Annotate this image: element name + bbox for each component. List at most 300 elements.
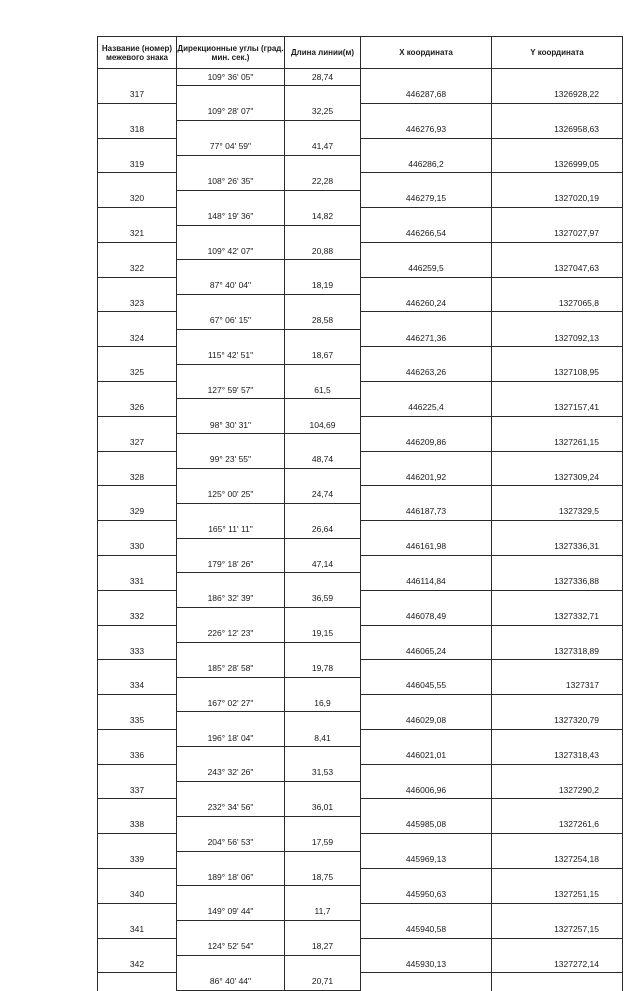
direction-angle-cell (177, 208, 285, 225)
line-length: 24,74 (311, 489, 334, 500)
direction-angle-cell (177, 121, 285, 138)
direction-angle-cell (177, 747, 285, 764)
x-coordinate-cell (361, 295, 492, 312)
line-length: 19,78 (311, 662, 334, 673)
x-coordinate-cell (361, 625, 492, 642)
boundary-mark-name: 338 (129, 819, 145, 830)
direction-angle-cell (177, 868, 285, 885)
line-length: 31,53 (311, 767, 334, 778)
y-coordinate-cell (492, 642, 623, 659)
line-length: 18,19 (311, 280, 334, 291)
direction-angle: 109° 28' 07" (207, 106, 254, 117)
direction-angle-cell (177, 921, 285, 938)
y-coordinate-cell (492, 695, 623, 712)
boundary-mark-name: 331 (129, 576, 145, 587)
x-coordinate: 445940,58 (405, 923, 447, 934)
line-length-cell (285, 451, 361, 468)
boundary-mark-name-cell (98, 208, 177, 225)
x-coordinate-cell (361, 590, 492, 607)
x-coordinate-cell (361, 973, 492, 990)
boundary-mark-name-cell (98, 538, 177, 555)
direction-angle-cell (177, 173, 285, 190)
line-length-cell (285, 399, 361, 416)
segment-row (98, 903, 623, 920)
segment-row (98, 834, 623, 851)
direction-angle: 243° 32' 26" (207, 767, 254, 778)
boundary-mark-name-cell (98, 86, 177, 103)
boundary-mark-name: 318 (129, 123, 145, 134)
segment-row (98, 521, 623, 538)
line-length: 61,5 (314, 384, 331, 395)
boundary-mark-name-cell (98, 590, 177, 607)
x-coordinate-cell (361, 416, 492, 433)
line-length-cell (285, 868, 361, 885)
y-coordinate: 1327336,88 (554, 576, 599, 587)
y-coordinate-cell (492, 295, 623, 312)
line-length-cell (285, 573, 361, 590)
line-length-cell (285, 503, 361, 520)
boundary-mark-name-cell (98, 468, 177, 485)
boundary-mark-name-cell (98, 625, 177, 642)
point-row (98, 573, 623, 590)
line-length: 41,47 (311, 141, 334, 152)
direction-angle-cell (177, 729, 285, 746)
x-coordinate: 446021,01 (405, 749, 447, 760)
direction-angle-cell (177, 555, 285, 572)
x-coordinate: 445969,13 (405, 854, 447, 865)
direction-angle: 125° 00' 25" (207, 489, 254, 500)
line-length: 28,74 (311, 71, 334, 82)
boundary-mark-name-cell (98, 364, 177, 381)
line-length-cell (285, 608, 361, 625)
x-coordinate-cell (361, 468, 492, 485)
line-length-cell (285, 69, 361, 86)
segment-row (98, 555, 623, 572)
segment-row (98, 729, 623, 746)
segment-row (98, 69, 623, 86)
boundary-mark-name: 334 (129, 680, 145, 691)
direction-angle: 165° 11' 11" (208, 523, 253, 534)
segment-row (98, 973, 623, 990)
y-coordinate-cell (492, 86, 623, 103)
x-coordinate: 446279,15 (405, 193, 447, 204)
line-length-cell (285, 799, 361, 816)
boundary-mark-name-cell (98, 416, 177, 433)
boundary-mark-name-cell (98, 399, 177, 416)
line-length: 18,75 (311, 871, 334, 882)
direction-angle-cell (177, 816, 285, 833)
direction-angle-cell (177, 451, 285, 468)
line-length-cell (285, 208, 361, 225)
point-row (98, 260, 623, 277)
boundary-mark-name: 341 (129, 923, 145, 934)
x-coordinate: 446287,68 (405, 89, 447, 100)
x-coordinate-cell (361, 921, 492, 938)
point-row (98, 190, 623, 207)
x-coordinate-cell (361, 573, 492, 590)
direction-angle-cell (177, 225, 285, 242)
y-coordinate: 1326958,63 (554, 123, 599, 134)
direction-angle: 185° 28' 58" (207, 662, 254, 673)
boundary-mark-name-cell (98, 260, 177, 277)
line-length-cell (285, 329, 361, 346)
line-length: 32,25 (311, 106, 334, 117)
direction-angle-cell (177, 486, 285, 503)
boundary-mark-name: 340 (129, 889, 145, 900)
boundary-mark-name-cell (98, 573, 177, 590)
boundary-mark-name: 342 (129, 958, 145, 969)
line-length-cell (285, 364, 361, 381)
y-coordinate-cell (492, 382, 623, 399)
table-header-row (98, 37, 623, 69)
direction-angle: 86° 40' 44" (209, 976, 252, 986)
boundary-mark-name-cell (98, 729, 177, 746)
x-coordinate-cell (361, 538, 492, 555)
x-coordinate-cell (361, 190, 492, 207)
direction-angle-cell (177, 103, 285, 120)
boundary-coordinates-table (97, 36, 623, 991)
x-coordinate: 446045,55 (405, 680, 447, 691)
y-coordinate-cell (492, 190, 623, 207)
y-coordinate-cell (492, 503, 623, 520)
line-length-cell (285, 938, 361, 955)
direction-angle-cell (177, 295, 285, 312)
boundary-mark-name-cell (98, 921, 177, 938)
direction-angle: 124° 52' 54" (207, 941, 254, 952)
point-row (98, 712, 623, 729)
direction-angle-cell (177, 312, 285, 329)
y-coordinate-cell (492, 712, 623, 729)
line-length-cell (285, 973, 361, 990)
y-coordinate-cell (492, 938, 623, 955)
line-length-cell (285, 851, 361, 868)
segment-row (98, 625, 623, 642)
line-length-cell (285, 173, 361, 190)
direction-angle: 204° 56' 53" (207, 836, 254, 847)
line-length-cell (285, 121, 361, 138)
direction-angle: 98° 30' 31" (209, 419, 252, 430)
direction-angle: 108° 26' 35" (207, 176, 254, 187)
line-length: 17,59 (311, 836, 334, 847)
boundary-mark-name-cell (98, 764, 177, 781)
y-coordinate-cell (492, 903, 623, 920)
x-coordinate-cell (361, 608, 492, 625)
direction-angle-cell (177, 799, 285, 816)
boundary-mark-name: 321 (129, 228, 145, 239)
point-row (98, 364, 623, 381)
segment-row (98, 103, 623, 120)
segment-row (98, 242, 623, 259)
x-coordinate-cell (361, 208, 492, 225)
boundary-mark-name: 320 (129, 193, 145, 204)
point-row (98, 468, 623, 485)
boundary-mark-name-cell (98, 277, 177, 294)
direction-angle-cell (177, 416, 285, 433)
direction-angle-cell (177, 955, 285, 972)
point-row (98, 816, 623, 833)
x-coordinate: 445930,13 (405, 958, 447, 969)
line-length-cell (285, 590, 361, 607)
y-coordinate: 1327336,31 (554, 541, 599, 552)
boundary-mark-name: 319 (129, 158, 145, 169)
y-coordinate: 1327317 (565, 680, 599, 691)
direction-angle-cell (177, 608, 285, 625)
x-coordinate-cell (361, 851, 492, 868)
y-coordinate-cell (492, 764, 623, 781)
line-length: 22,28 (311, 176, 334, 187)
x-coordinate-cell (361, 434, 492, 451)
line-length-cell (285, 955, 361, 972)
direction-angle-cell (177, 347, 285, 364)
y-coordinate: 1327332,71 (554, 610, 599, 621)
direction-angle-cell (177, 468, 285, 485)
segment-row (98, 312, 623, 329)
x-coordinate-cell (361, 121, 492, 138)
point-row (98, 886, 623, 903)
direction-angle: 77° 04' 59" (209, 141, 252, 152)
line-length-cell (285, 155, 361, 172)
line-length: 36,59 (311, 593, 334, 604)
line-length-cell (285, 695, 361, 712)
x-coordinate-cell (361, 451, 492, 468)
boundary-mark-name-cell (98, 121, 177, 138)
x-coordinate: 446201,92 (405, 471, 447, 482)
direction-angle-cell (177, 521, 285, 538)
y-coordinate-cell (492, 921, 623, 938)
direction-angle-cell (177, 625, 285, 642)
x-coordinate-cell (361, 764, 492, 781)
line-length-cell (285, 538, 361, 555)
point-row (98, 155, 623, 172)
boundary-mark-name-cell (98, 242, 177, 259)
point-row (98, 329, 623, 346)
line-length-cell (285, 555, 361, 572)
line-length: 104,69 (309, 419, 336, 430)
x-coordinate: 446259,5 (408, 262, 444, 273)
direction-angle: 189° 18' 06" (207, 871, 254, 882)
boundary-mark-name-cell (98, 851, 177, 868)
table-body (98, 69, 623, 991)
boundary-mark-name-cell (98, 382, 177, 399)
boundary-mark-name-cell (98, 938, 177, 955)
direction-angle-cell (177, 382, 285, 399)
x-coordinate-cell (361, 903, 492, 920)
y-coordinate-cell (492, 347, 623, 364)
x-coordinate: 446276,93 (405, 123, 447, 134)
x-coordinate-cell (361, 277, 492, 294)
direction-angle-cell (177, 538, 285, 555)
y-coordinate: 1327157,41 (554, 402, 599, 413)
boundary-mark-name-cell (98, 451, 177, 468)
direction-angle-cell (177, 155, 285, 172)
boundary-mark-name: 322 (129, 262, 145, 273)
boundary-mark-name: 330 (129, 541, 145, 552)
x-coordinate-cell (361, 782, 492, 799)
line-length: 48,74 (311, 454, 334, 465)
direction-angle-cell (177, 938, 285, 955)
point-row (98, 851, 623, 868)
point-row (98, 295, 623, 312)
y-coordinate: 1327251,15 (554, 889, 599, 900)
y-coordinate-cell (492, 173, 623, 190)
y-coordinate-cell (492, 521, 623, 538)
x-coordinate-cell (361, 729, 492, 746)
direction-angle-cell (177, 399, 285, 416)
line-length-cell (285, 86, 361, 103)
boundary-mark-name-cell (98, 642, 177, 659)
x-coordinate: 446065,24 (405, 645, 447, 656)
y-coordinate: 1327108,95 (554, 367, 599, 378)
header-length: Длина линии(м) (285, 37, 361, 69)
point-row (98, 608, 623, 625)
segment-row (98, 868, 623, 885)
header-name: Название (номер) межевого знака (98, 37, 177, 69)
line-length-cell (285, 782, 361, 799)
point-row (98, 503, 623, 520)
direction-angle: 109° 42' 07" (207, 245, 254, 256)
segment-row (98, 347, 623, 364)
boundary-mark-name-cell (98, 295, 177, 312)
boundary-mark-name-cell (98, 521, 177, 538)
point-row (98, 399, 623, 416)
line-length-cell (285, 434, 361, 451)
x-coordinate-cell (361, 816, 492, 833)
boundary-mark-name-cell (98, 973, 177, 990)
line-length-cell (285, 103, 361, 120)
x-coordinate-cell (361, 695, 492, 712)
y-coordinate-cell (492, 434, 623, 451)
x-coordinate-cell (361, 799, 492, 816)
boundary-mark-name-cell (98, 799, 177, 816)
y-coordinate-cell (492, 747, 623, 764)
direction-angle-cell (177, 503, 285, 520)
x-coordinate: 446078,49 (405, 610, 447, 621)
point-row (98, 782, 623, 799)
boundary-mark-name-cell (98, 816, 177, 833)
line-length: 11,7 (314, 906, 331, 917)
direction-angle-cell (177, 834, 285, 851)
boundary-mark-name-cell (98, 138, 177, 155)
boundary-mark-name-cell (98, 903, 177, 920)
y-coordinate-cell (492, 451, 623, 468)
point-row (98, 121, 623, 138)
direction-angle-cell (177, 590, 285, 607)
segment-row (98, 277, 623, 294)
line-length-cell (285, 468, 361, 485)
segment-row (98, 382, 623, 399)
y-coordinate-cell (492, 816, 623, 833)
y-coordinate-cell (492, 538, 623, 555)
y-coordinate-cell (492, 416, 623, 433)
boundary-mark-name-cell (98, 677, 177, 694)
direction-angle: 87° 40' 04" (209, 280, 252, 291)
direction-angle: 115° 42' 51" (207, 349, 254, 360)
x-coordinate: 446266,54 (405, 228, 447, 239)
line-length: 20,71 (311, 976, 334, 986)
point-row (98, 955, 623, 972)
x-coordinate-cell (361, 225, 492, 242)
direction-angle: 67° 06' 15" (209, 315, 252, 326)
boundary-mark-name-cell (98, 695, 177, 712)
direction-angle-cell (177, 329, 285, 346)
x-coordinate-cell (361, 677, 492, 694)
y-coordinate-cell (492, 225, 623, 242)
segment-row (98, 695, 623, 712)
boundary-mark-name-cell (98, 747, 177, 764)
y-coordinate: 1327261,6 (558, 819, 599, 830)
x-coordinate-cell (361, 938, 492, 955)
boundary-mark-name: 336 (129, 749, 145, 760)
x-coordinate: 445985,08 (405, 819, 447, 830)
line-length: 28,58 (311, 315, 334, 326)
line-length-cell (285, 921, 361, 938)
boundary-mark-name-cell (98, 347, 177, 364)
line-length-cell (285, 295, 361, 312)
boundary-mark-name-cell (98, 155, 177, 172)
direction-angle-cell (177, 712, 285, 729)
boundary-mark-name-cell (98, 782, 177, 799)
line-length-cell (285, 729, 361, 746)
segment-row (98, 799, 623, 816)
line-length: 19,15 (311, 628, 334, 639)
segment-row (98, 486, 623, 503)
x-coordinate-cell (361, 642, 492, 659)
direction-angle-cell (177, 642, 285, 659)
y-coordinate: 1327254,18 (554, 854, 599, 865)
direction-angle: 232° 34' 56" (207, 802, 254, 813)
boundary-mark-name-cell (98, 173, 177, 190)
direction-angle-cell (177, 886, 285, 903)
segment-row (98, 451, 623, 468)
line-length-cell (285, 312, 361, 329)
boundary-mark-name-cell (98, 103, 177, 120)
boundary-mark-name-cell (98, 712, 177, 729)
direction-angle: 226° 12' 23" (207, 628, 254, 639)
line-length: 18,27 (311, 941, 334, 952)
y-coordinate: 1327020,19 (554, 193, 599, 204)
line-length-cell (285, 225, 361, 242)
boundary-mark-name: 332 (129, 610, 145, 621)
y-coordinate-cell (492, 208, 623, 225)
boundary-mark-name-cell (98, 886, 177, 903)
x-coordinate: 446271,36 (405, 332, 447, 343)
boundary-mark-name: 327 (129, 436, 145, 447)
line-length: 36,01 (311, 802, 334, 813)
y-coordinate-cell (492, 121, 623, 138)
line-length-cell (285, 886, 361, 903)
y-coordinate-cell (492, 868, 623, 885)
x-coordinate: 446187,73 (405, 506, 447, 517)
direction-angle-cell (177, 764, 285, 781)
y-coordinate: 1327309,24 (554, 471, 599, 482)
x-coordinate-cell (361, 364, 492, 381)
y-coordinate-cell (492, 155, 623, 172)
x-coordinate-cell (361, 69, 492, 86)
direction-angle-cell (177, 260, 285, 277)
y-coordinate-cell (492, 103, 623, 120)
boundary-mark-name: 326 (129, 402, 145, 413)
x-coordinate: 446114,84 (406, 576, 446, 587)
x-coordinate: 446161,98 (405, 541, 447, 552)
y-coordinate-cell (492, 851, 623, 868)
x-coordinate-cell (361, 260, 492, 277)
header-angle: Дирекционные углы (град. мин. сек.) (177, 37, 285, 69)
boundary-mark-name-cell (98, 69, 177, 86)
y-coordinate: 1327257,15 (554, 923, 599, 934)
y-coordinate: 1327261,15 (554, 436, 599, 447)
x-coordinate: 446260,24 (405, 297, 447, 308)
point-row (98, 642, 623, 659)
